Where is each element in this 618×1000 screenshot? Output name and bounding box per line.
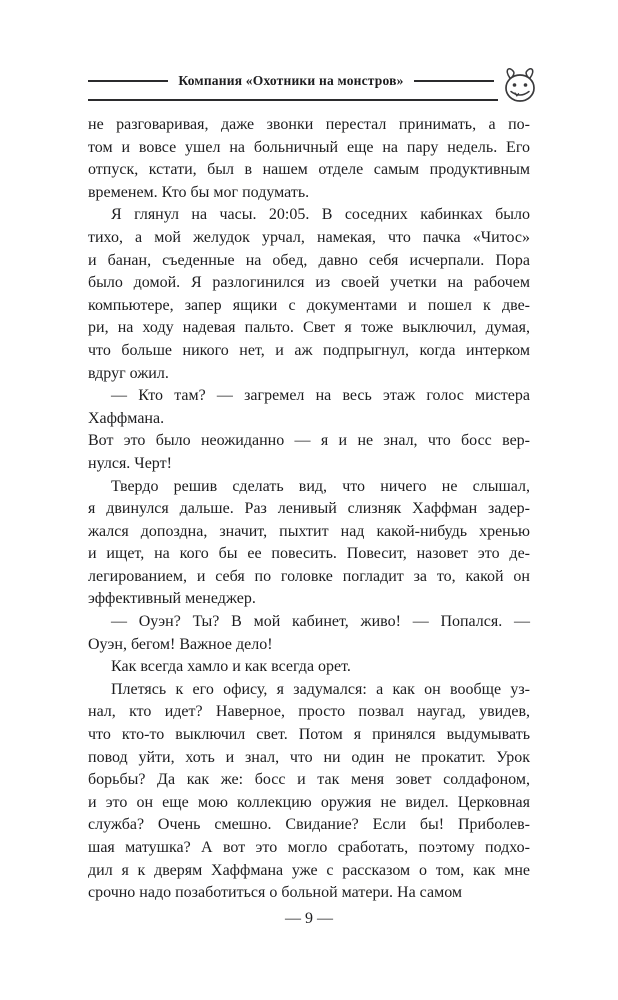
text-line: и ищет, на кого бы ее повесить. Повесит, назовет это де- (88, 545, 530, 563)
text-line: шая матушка? А вот это могло сработать, поэтому подхо- (88, 839, 530, 856)
text-line: что больше никого нет, и аж подпрыгнул, когда интерком (88, 341, 530, 359)
text-line: временем. Кто бы мог подумать. (88, 183, 310, 201)
page-body (88, 114, 530, 905)
paragraph (88, 656, 530, 679)
text-line: компьютере, запер ящики с документами и пошел к две- (88, 296, 530, 314)
header-rule-bottom (88, 99, 530, 101)
paragraph (88, 476, 530, 612)
text-line: дил я к дверям Хаффмана уже с рассказом о том, как мне (88, 861, 530, 879)
text-line: — Кто там? — загремел на весь этаж голос мистера (111, 387, 530, 405)
text-line: — Оуэн? Ты? В мой кабинет, живо! — Попался. — (111, 613, 530, 631)
monster-face-icon (498, 65, 542, 105)
text-line: и это он еще мою коллекцию оружия не видел. Церковная (88, 793, 530, 811)
text-line: вдруг ожил. (88, 364, 169, 382)
header-rule-right (414, 80, 494, 81)
text-line: ри, на ходу надевая пальто. Свет я тоже выключил, думая, (88, 319, 530, 337)
running-header (88, 72, 530, 101)
header-rule-left (88, 80, 168, 81)
text-line: срочно надо позаботиться о больной матери. На самом (88, 884, 463, 902)
text-line: эффективный менеджер. (88, 590, 256, 608)
paragraph (88, 385, 530, 430)
text-line: отпуск, кстати, был в нашем отделе самым продуктивным (88, 161, 530, 179)
paragraph (88, 430, 530, 475)
header-row (88, 72, 530, 90)
text-line: что кто-то выключил свет. Потом я принялся выдумывать (88, 726, 530, 744)
text-line: служба? Очень смешно. Свидание? Если бы! Приболев- (88, 816, 530, 834)
text-line: Оуэн, бегом! Важное дело! (88, 635, 273, 653)
text-line: Как всегда хамло и как всегда орет. (111, 658, 351, 676)
text-line: легированием, и себя по головке погладит за то, какой он (88, 567, 530, 585)
text-line: Твердо решив сделать вид, что ничего не слышал, (111, 477, 530, 495)
paragraph (88, 114, 530, 204)
text-line: нал, кто идет? Наверное, просто позвал наугад, увидев, (88, 703, 530, 721)
text-line: том и вовсе ушел на больничный еще на пару недель. Его (88, 138, 530, 156)
text-line: и банан, съеденные на обед, давно себя исчерпали. Пора (88, 251, 530, 269)
text-line: не разговаривая, даже звонки перестал принимать, а по- (88, 116, 530, 133)
text-line: нулся. Черт! (88, 454, 172, 472)
text-line: я двинулся дальше. Раз ленивый слизняк Хаффман задер- (88, 500, 530, 518)
page-number: — 9 — (285, 910, 333, 927)
text-line: Хаффмана. (88, 409, 165, 427)
text-line: было домой. Я разлогинился из своей учетки на рабочем (88, 274, 530, 292)
text-line: Плетясь к его офису, я задумался: а как он вообще уз- (111, 680, 530, 698)
text-line: Я глянул на часы. 20:05. В соседних кабинках было (111, 206, 530, 224)
paragraph (88, 679, 530, 905)
paragraph (88, 204, 530, 385)
text-line: Вот это было неожиданно — я и не знал, что босс вер- (88, 432, 530, 450)
text-line: тихо, а мой желудок урчал, намекая, что пачка «Читос» (88, 228, 530, 246)
text-line: борьбы? Да как же: босс и так меня зовет солдафоном, (88, 771, 530, 789)
text-line: повод уйти, хоть и знал, что ни один не прокатит. Урок (88, 748, 530, 766)
paragraph (88, 611, 530, 656)
page-content (88, 72, 530, 905)
text-line: жался допоздна, значит, пыхтит над какой-нибудь хренью (88, 522, 530, 540)
page-header-title: Компания «Охотники на монстров» (178, 73, 404, 88)
